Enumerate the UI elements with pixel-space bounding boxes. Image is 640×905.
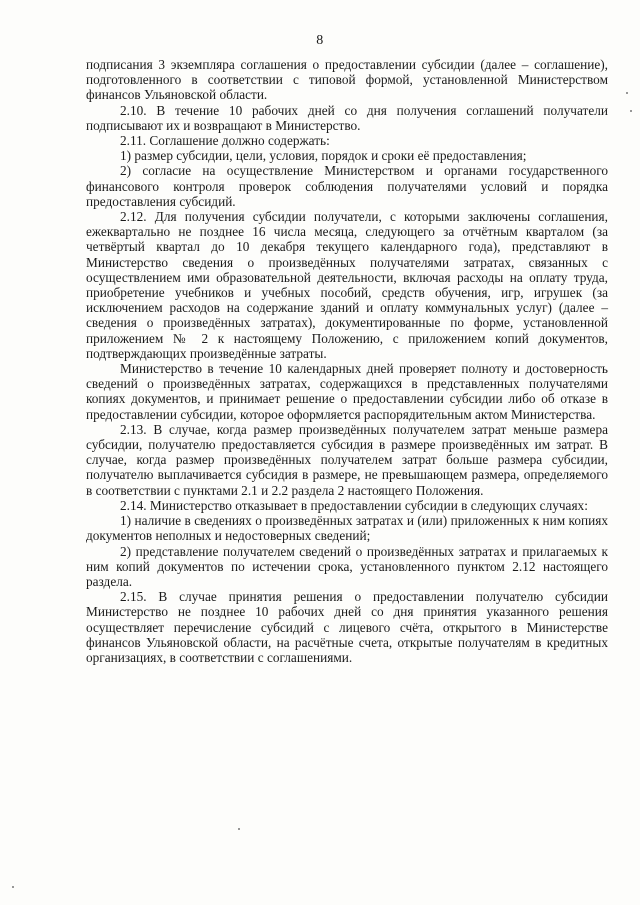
scan-speck bbox=[238, 828, 240, 830]
paragraph-2-10: 2.10. В течение 10 рабочих дней со дня получения соглашений получатели подписывают их и возвращают в Министерство. bbox=[86, 102, 608, 133]
paragraph-2-14-item-2: 2) представление получателем сведений о произведённых затратах и прилагаемых к ним копий документов по истечении срока, установленного пунктом 2.12 настоящего раздела. bbox=[86, 543, 608, 589]
scan-speck bbox=[626, 92, 628, 94]
page-number: 8 bbox=[316, 33, 324, 48]
paragraph-2-14: 2.14. Министерство отказывает в предоставлении субсидии в следующих случаях: bbox=[120, 497, 588, 513]
paragraph-2-11: 2.11. Соглашение должно содержать: bbox=[120, 133, 330, 149]
paragraph-2-11-item-1: 1) размер субсидии, цели, условия, порядок и сроки её предоставления; bbox=[120, 148, 527, 164]
paragraph-2-15: 2.15. В случае принятия решения о предоставлении получателю субсидии Министерство не позднее 10 рабочих дней со дня принятия указанного решения осуществляет перечисление субсидий с лицевого счёта, открытого в Министерстве финансов Ульяновской области, на расчётные счета, открытые получателям в кредитных организациях, в соответствии с соглашениями. bbox=[86, 589, 608, 665]
paragraph-2-14-item-1: 1) наличие в сведениях о произведённых затратах и (или) приложенных к ним копиях документов неполных и недостоверных сведений; bbox=[86, 513, 608, 544]
scan-speck bbox=[12, 886, 14, 888]
paragraph-2-12: 2.12. Для получения субсидии получатели, с которыми заключены соглашения, ежеквартально не позднее 16 числа месяца, следующего за отчётным кварталом (за четвёртый квартал до 10 декабря текущего календарного года), представляют в Министерство сведения о произведённых получателями затратах, связанных с осуществлением ими образовательной деятельности, включая расходы на оплату труда, приобретение учебников и учебных пособий, средств обучения, игр, игрушек (за исключением расходов на содержание зданий и оплату коммунальных услуг) (далее – сведения о произведённых затратах), документированные по форме, установленной приложением № 2 к настоящему Положению, с приложением копий документов, подтверждающих произведённые затраты. bbox=[86, 209, 608, 361]
paragraph-2-13: 2.13. В случае, когда размер произведённых получателем затрат меньше размера субсидии, получателю предоставляется субсидия в размере произведённых им затрат. В случае, когда размер произведённых получателем затрат больше размера субсидии, получателю выплачивается субсидия в размере, не превышающем размера, определяемого в соответствии с пунктами 2.1 и 2.2 раздела 2 настоящего Положения. bbox=[86, 421, 608, 498]
document-body bbox=[86, 57, 608, 665]
paragraph-2-11-item-2: 2) согласие на осуществление Министерством и органами государственного финансового контроля проверок соблюдения получателями условий и порядка предоставления субсидий. bbox=[86, 163, 608, 209]
paragraph-2-12-ministry: Министерство в течение 10 календарных дней проверяет полноту и достоверность сведений о произведённых затратах, содержащихся в представленных получателями копиях документов, и принимает решение о предоставлении субсидии либо об отказе в предоставлении субсидии, которое оформляется распорядительным актом Министерства. bbox=[86, 361, 608, 422]
scan-speck bbox=[630, 110, 632, 112]
paragraph-continuation: подписания 3 экземпляра соглашения о предоставлении субсидии (далее – соглашение), подготовленного в соответствии с типовой формой, установленной Министерством финансов Ульяновской области. bbox=[86, 57, 608, 103]
